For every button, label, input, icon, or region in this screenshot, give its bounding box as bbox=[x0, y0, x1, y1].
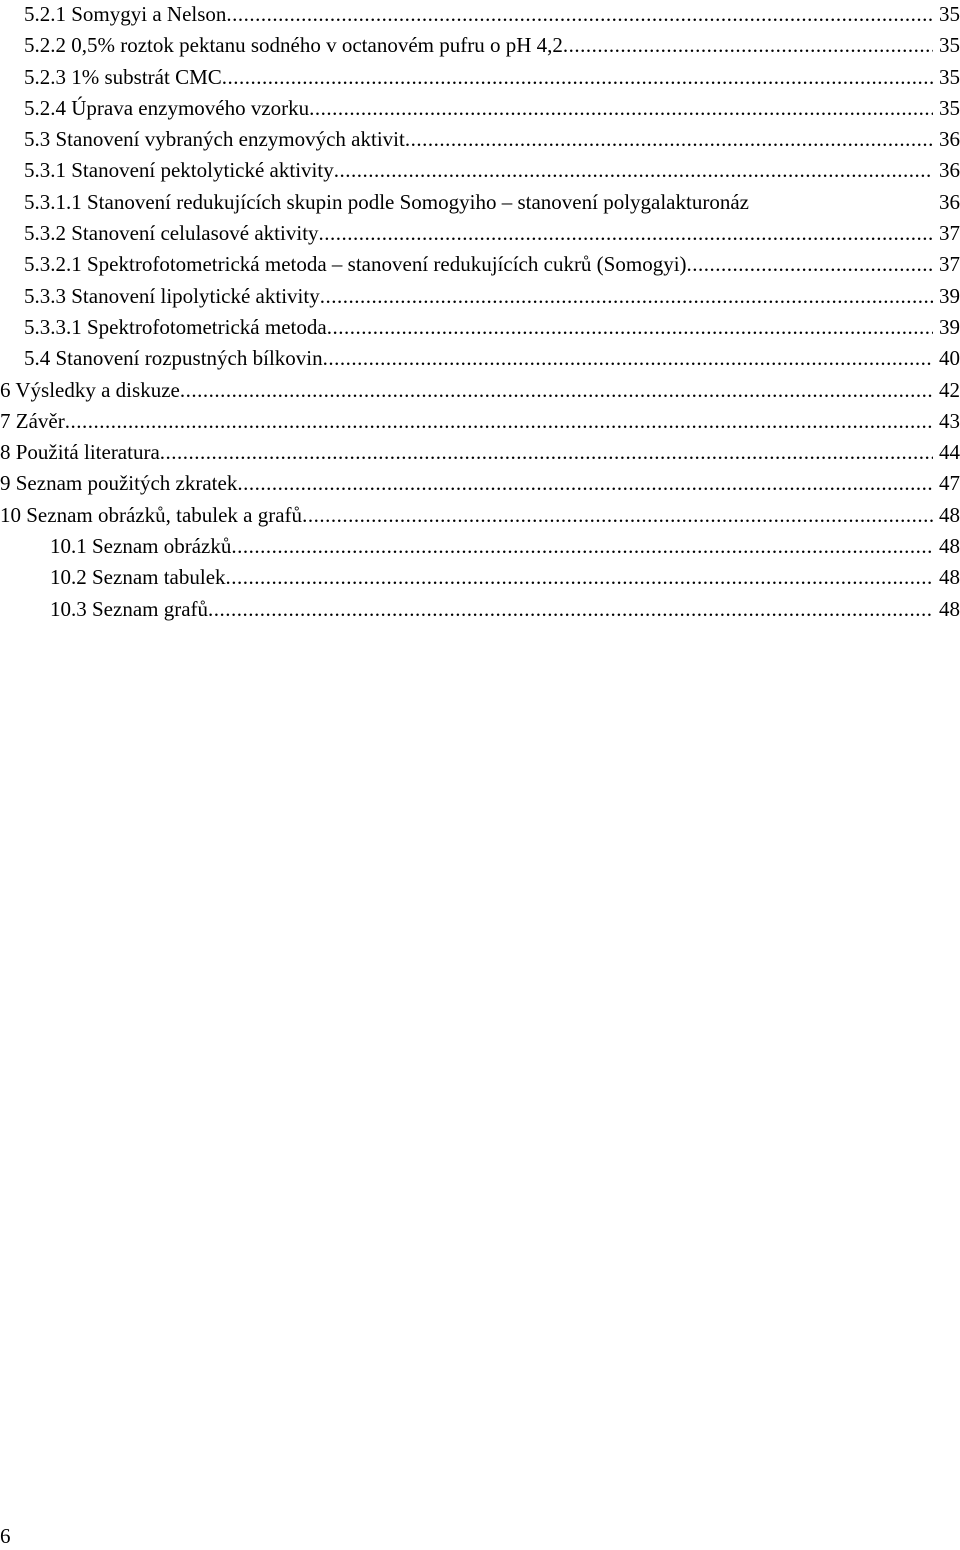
toc-entry-page: 35 bbox=[939, 33, 960, 58]
toc-entry-title: 5.4 Stanovení rozpustných bílkovin bbox=[24, 346, 323, 371]
toc-entry[interactable] bbox=[0, 532, 960, 563]
toc-entry[interactable] bbox=[0, 563, 960, 594]
toc-entry[interactable] bbox=[0, 407, 960, 438]
toc-entry-title: 5.3.1.1 Stanovení redukujících skupin podle Somogyiho – stanovení polygalakturonáz bbox=[24, 189, 749, 214]
toc-entry-page: 39 bbox=[939, 283, 960, 308]
toc-entry[interactable] bbox=[0, 595, 960, 626]
toc-entry[interactable] bbox=[0, 0, 960, 31]
toc-entry-page: 35 bbox=[939, 95, 960, 120]
toc-entry-title: 5.2.1 Somygyi a Nelson bbox=[24, 2, 227, 26]
toc-entry-page: 42 bbox=[939, 377, 960, 402]
toc-entry-page: 48 bbox=[939, 502, 960, 527]
toc-dot-leader bbox=[302, 501, 933, 530]
toc-entry-title: 10 Seznam obrázků, tabulek a grafů bbox=[0, 502, 303, 527]
toc-entry-title: 7 Závěr bbox=[0, 408, 65, 433]
toc-entry-page: 48 bbox=[939, 565, 960, 590]
toc-entry[interactable] bbox=[0, 94, 960, 125]
toc-dot-leader bbox=[687, 250, 933, 279]
toc-entry-title: 5.3.3 Stanovení lipolytické aktivity bbox=[24, 283, 320, 308]
toc-entry[interactable] bbox=[0, 313, 960, 344]
toc-entry-title: 10.3 Seznam grafů bbox=[50, 596, 209, 621]
toc-entry[interactable] bbox=[0, 282, 960, 313]
toc-entry[interactable] bbox=[0, 63, 960, 94]
toc-entry[interactable] bbox=[0, 438, 960, 469]
toc-entry-title: 10.2 Seznam tabulek bbox=[50, 565, 226, 590]
toc-dot-leader bbox=[320, 282, 933, 311]
toc-entry-title: 5.3.2.1 Spektrofotometrická metoda – stanovení redukujících cukrů (Somogyi) bbox=[24, 252, 687, 277]
toc-entry-title: 5.2.2 0,5% roztok pektanu sodného v octanovém pufru o pH 4,2 bbox=[24, 33, 563, 58]
toc-entry-title: 8 Použitá literatura bbox=[0, 440, 160, 465]
toc-entry-page: 36 bbox=[939, 158, 960, 183]
toc-entry[interactable] bbox=[0, 376, 960, 407]
toc-entry-page: 39 bbox=[939, 314, 960, 339]
toc-dot-leader bbox=[323, 344, 933, 373]
toc-entry-page: 36 bbox=[939, 127, 960, 152]
toc-entry[interactable] bbox=[0, 188, 960, 219]
toc-entry-page: 37 bbox=[939, 221, 960, 246]
toc-dot-leader bbox=[319, 219, 933, 248]
toc-dot-leader bbox=[237, 469, 933, 498]
toc-entry-page: 35 bbox=[939, 64, 960, 89]
toc-entry[interactable] bbox=[0, 469, 960, 500]
toc-entry-page: 48 bbox=[939, 534, 960, 559]
toc-entry[interactable] bbox=[0, 156, 960, 187]
toc-entry-page: 35 bbox=[939, 2, 960, 26]
toc-entry-page: 44 bbox=[939, 440, 960, 465]
toc-dot-leader bbox=[208, 595, 933, 624]
toc-entry-title: 9 Seznam použitých zkratek bbox=[0, 471, 238, 496]
toc-entry-title: 6 Výsledky a diskuze bbox=[0, 377, 180, 402]
toc-entry[interactable] bbox=[0, 344, 960, 375]
toc-dot-leader bbox=[563, 31, 933, 60]
toc-entry-title: 10.1 Seznam obrázků bbox=[50, 534, 232, 559]
toc-entry[interactable] bbox=[0, 125, 960, 156]
toc-dot-leader bbox=[226, 0, 933, 29]
toc-entry-page: 40 bbox=[939, 346, 960, 371]
toc-dot-leader bbox=[327, 313, 933, 342]
toc-dot-leader bbox=[226, 563, 933, 592]
toc-entry-page: 43 bbox=[939, 408, 960, 433]
toc-entry-title: 5.2.4 Úprava enzymového vzorku bbox=[24, 95, 310, 120]
toc-dot-leader bbox=[65, 407, 933, 436]
toc-dot-leader bbox=[160, 438, 933, 467]
toc-entry-title: 5.2.3 1% substrát CMC bbox=[24, 64, 222, 89]
page-number: 6 bbox=[0, 1524, 11, 1548]
toc-entry-page: 48 bbox=[939, 596, 960, 621]
toc-entry[interactable] bbox=[0, 31, 960, 62]
toc-dot-leader bbox=[334, 156, 933, 185]
toc-entry-title: 5.3.2 Stanovení celulasové aktivity bbox=[24, 221, 319, 246]
toc-entry-title: 5.3.1 Stanovení pektolytické aktivity bbox=[24, 158, 334, 183]
toc-dot-leader bbox=[405, 125, 933, 154]
toc-dot-leader bbox=[231, 532, 933, 561]
toc-entry[interactable] bbox=[0, 501, 960, 532]
table-of-contents bbox=[0, 0, 960, 626]
toc-entry[interactable] bbox=[0, 250, 960, 281]
toc-dot-leader bbox=[309, 94, 933, 123]
toc-dot-leader bbox=[180, 376, 933, 405]
toc-entry-page: 36 bbox=[939, 189, 960, 214]
toc-entry-page: 37 bbox=[939, 252, 960, 277]
toc-entry-page: 47 bbox=[939, 471, 960, 496]
toc-entry[interactable] bbox=[0, 219, 960, 250]
toc-entry-title: 5.3 Stanovení vybraných enzymových aktivit bbox=[24, 127, 405, 152]
toc-entry-title: 5.3.3.1 Spektrofotometrická metoda bbox=[24, 314, 327, 339]
toc-dot-leader bbox=[222, 63, 933, 92]
